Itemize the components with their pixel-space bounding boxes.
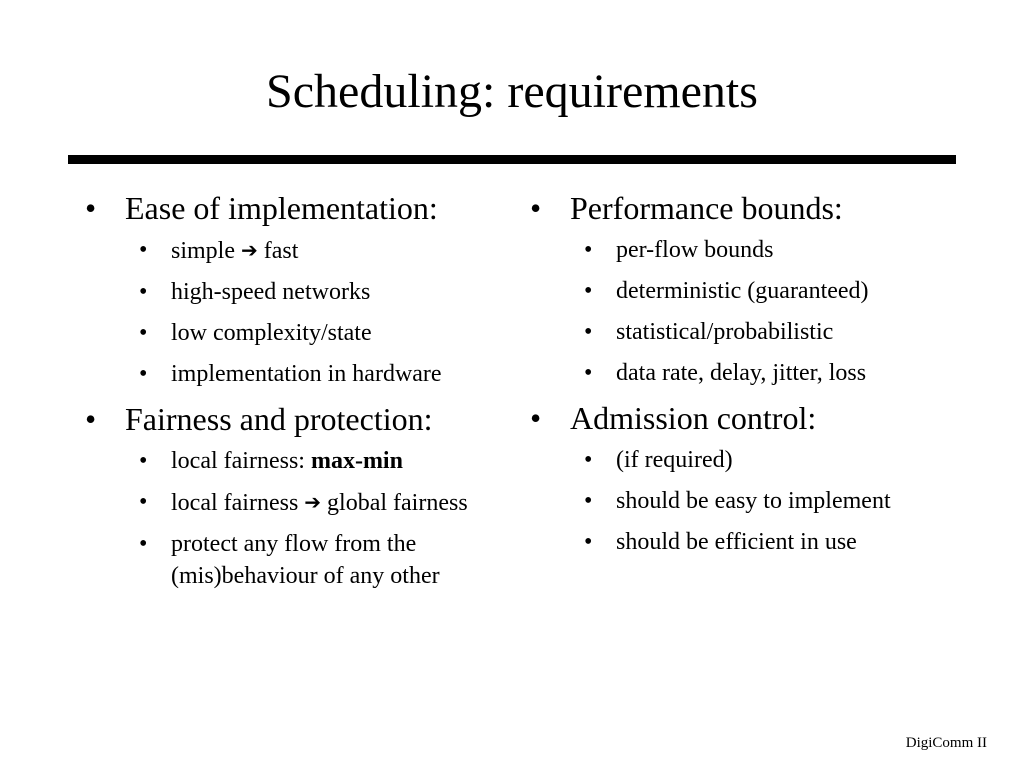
right-arrow-icon: ➔ [304,490,322,514]
sub-bullet-statistical [584,316,960,348]
sub-bullet-high-speed [139,276,505,308]
title-divider [68,155,956,164]
sub-bullet-text: (if required) [616,447,733,473]
sub-bullet-local-to-global [139,486,505,519]
sub-bullet-dot: • [584,447,593,473]
bullet-performance-bounds [530,188,960,228]
sub-bullet-low-complexity [139,317,505,349]
sub-bullet-dot: • [139,320,148,346]
left-column [85,188,505,601]
right-column [530,188,960,567]
bullet-ease-of-implementation [85,188,505,228]
slide-footer: DigiComm II [905,735,987,751]
bullet-dot: • [85,401,97,437]
sub-bullet-dot: • [139,279,148,305]
bullet-text: Admission control: [570,400,817,436]
sub-bullet-text: protect any flow from the (mis)behaviour of any other [171,531,440,589]
sub-bullet-dot: • [139,237,148,263]
sub-bullet-text: high-speed networks [171,279,371,305]
simple-text: simple [171,238,235,264]
sub-bullet-simple-fast [139,234,505,267]
sub-bullet-text: should be efficient in use [616,529,857,555]
sub-bullet-easy-to-implement [584,485,960,517]
sub-bullet-protect [139,528,505,592]
sub-bullet-dot: • [584,237,593,263]
global-fairness-text: global fairness [327,490,468,516]
sub-bullet-dot: • [139,361,148,387]
bullet-dot: • [530,190,542,226]
sub-bullet-text: should be easy to implement [616,488,891,514]
sub-bullet-hardware [139,358,505,390]
sub-bullet-dot: • [139,448,148,474]
bullet-dot: • [530,400,542,436]
max-min-text: max-min [310,448,403,474]
sub-bullet-dot: • [139,489,148,515]
sub-bullet-text: deterministic (guaranteed) [616,278,869,304]
sub-bullet-text: data rate, delay, jitter, loss [616,360,867,386]
sub-bullet-if-required [584,444,960,476]
fast-text: fast [263,238,299,264]
bullet-text: Performance bounds: [570,190,843,226]
bullet-dot: • [85,190,97,226]
sub-bullet-text: implementation in hardware [171,361,442,387]
bullet-text: Ease of implementation: [125,190,438,226]
bullet-fairness [85,399,505,439]
sub-bullet-dot: • [584,529,593,555]
sub-bullet-dot: • [584,488,593,514]
sub-bullet-text: low complexity/state [171,320,372,346]
local-fairness-prefix: local fairness: [171,448,311,474]
sub-bullet-dot: • [139,531,148,557]
bullet-admission-control [530,398,960,438]
local-fairness-text: local fairness [171,490,299,516]
sub-bullet-efficient [584,526,960,558]
bullet-text: Fairness and protection: [125,401,433,437]
sub-bullet-dot: • [584,319,593,345]
sub-bullet-deterministic [584,275,960,307]
sub-bullet-per-flow [584,234,960,266]
sub-bullet-text: per-flow bounds [616,237,774,263]
sub-bullet-dot: • [584,278,593,304]
sub-bullet-text: statistical/probabilistic [616,319,834,345]
sub-bullet-data-rate [584,357,960,389]
right-arrow-icon: ➔ [241,238,258,262]
sub-bullet-local-fairness-maxmin [139,445,505,477]
slide-title: Scheduling: requirements [266,65,758,118]
sub-bullet-dot: • [584,360,593,386]
